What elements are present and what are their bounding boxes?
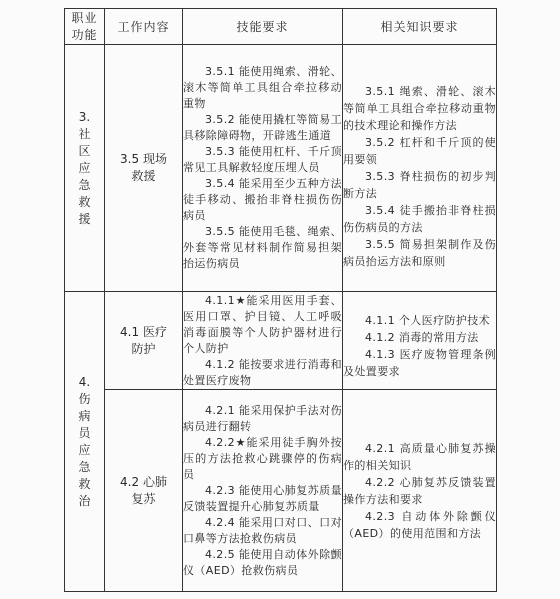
knowledge-item: 4.2.3 自动体外除颤仪（AED）的使用范围和方法: [343, 509, 496, 540]
skill-item: 4.2.1 能采用保护手法对伤病员进行翻转: [183, 403, 342, 433]
header-skill-requirements: 技能要求: [183, 9, 343, 45]
job-function-cell: [65, 45, 105, 292]
knowledge-item: 4.1.2 消毒的常用方法: [365, 330, 479, 344]
header-job-function: [65, 9, 105, 45]
table-row: [65, 292, 497, 390]
knowledge-item: 3.5.3 脊柱损伤的初步判断方法: [343, 169, 496, 200]
skill-item: 3.5.2 能使用撬杠等简易工具移除障碍物，开辟逃生通道: [183, 113, 342, 142]
skill-item: 3.5.5 能使用毛毯、绳索、外套等常见材料制作简易担架抬运伤病员: [183, 225, 342, 270]
work-content-line1: 4.1 医疗: [120, 324, 167, 339]
job-function-cell: [65, 292, 105, 592]
skill-item: 3.5.4 能采用至少五种方法徒手移动、搬抬非脊柱损伤伤病员: [183, 177, 342, 222]
skill-item: 4.1.1★能采用医用手套、医用口罩、护目镜、人工呼吸消毒面膜等个人防护器材进行个人防护: [183, 293, 342, 355]
knowledge-requirements-cell: [343, 390, 497, 592]
skill-requirements-cell: [183, 45, 343, 292]
header-row: [65, 9, 497, 45]
skill-requirements-cell: [183, 390, 343, 592]
work-content-line1: 4.2 心肺: [120, 474, 167, 489]
skill-item: 4.2.5 能使用自动体外除颤仪（AED）抢救伤病员: [183, 547, 342, 577]
knowledge-item: 3.5.5 简易担架制作及伤病员抬运方法和原则: [343, 237, 496, 268]
knowledge-item: 3.5.1 绳索、滑轮、滚木等简单工具组合牵拉移动重物的技术理论和操作方法: [343, 84, 496, 132]
skill-item: 4.2.3 能使用心肺复苏质量反馈装置提升心肺复苏质量: [183, 483, 342, 513]
knowledge-requirements-cell: [343, 292, 497, 390]
skill-item: 4.2.2★能采用徒手胸外按压的方法抢救心跳骤停的伤病员: [183, 435, 342, 481]
work-content-line2: 复苏: [131, 491, 156, 506]
knowledge-item: 3.5.2 杠杆和千斤顶的使用要领: [343, 135, 496, 166]
header-knowledge-requirements: 相关知识要求: [343, 9, 497, 45]
knowledge-item: 4.2.1 高质量心肺复苏操作的相关知识: [343, 441, 496, 472]
skill-item: 4.1.2 能按要求进行消毒和处置医疗废物: [183, 357, 342, 387]
table-row: [65, 45, 497, 292]
work-content-line2: 救援: [131, 169, 156, 183]
knowledge-requirements-cell: [343, 45, 497, 292]
knowledge-item: 4.2.2 心肺复苏反馈装置操作方法和要求: [343, 475, 496, 506]
job-function-label: 4.伤病员应急救治: [78, 374, 91, 508]
skill-requirements-cell: [183, 292, 343, 390]
skill-item: 3.5.3 能使用杠杆、千斤顶常见工具解救轻度压埋人员: [183, 145, 342, 174]
header-job-function-line1: 职业: [71, 10, 98, 25]
table-row: [65, 390, 497, 592]
job-function-label: 3.社区应急救援: [78, 109, 91, 226]
work-content-cell: [105, 390, 183, 592]
skills-standard-table: [64, 8, 497, 592]
knowledge-item: 4.1.1 个人医疗防护技术: [365, 313, 491, 327]
knowledge-item: 3.5.4 徒手搬抬非脊柱损伤伤病员的方法: [343, 203, 496, 234]
skill-item: 3.5.1 能使用绳索、滑轮、滚木等简单工具组合牵拉移动重物: [183, 65, 342, 110]
work-content-line2: 防护: [131, 341, 156, 356]
work-content-line1: 3.5 现场: [120, 152, 167, 166]
work-content-cell: [105, 45, 183, 292]
knowledge-item: 4.1.3 医疗废物管理条例及处置要求: [343, 347, 496, 378]
header-job-function-line2: 功能: [71, 27, 98, 42]
work-content-cell: [105, 292, 183, 390]
skill-item: 4.2.4 能采用口对口、口对口鼻等方法抢救伤病员: [183, 515, 342, 545]
header-work-content: 工作内容: [105, 9, 183, 45]
